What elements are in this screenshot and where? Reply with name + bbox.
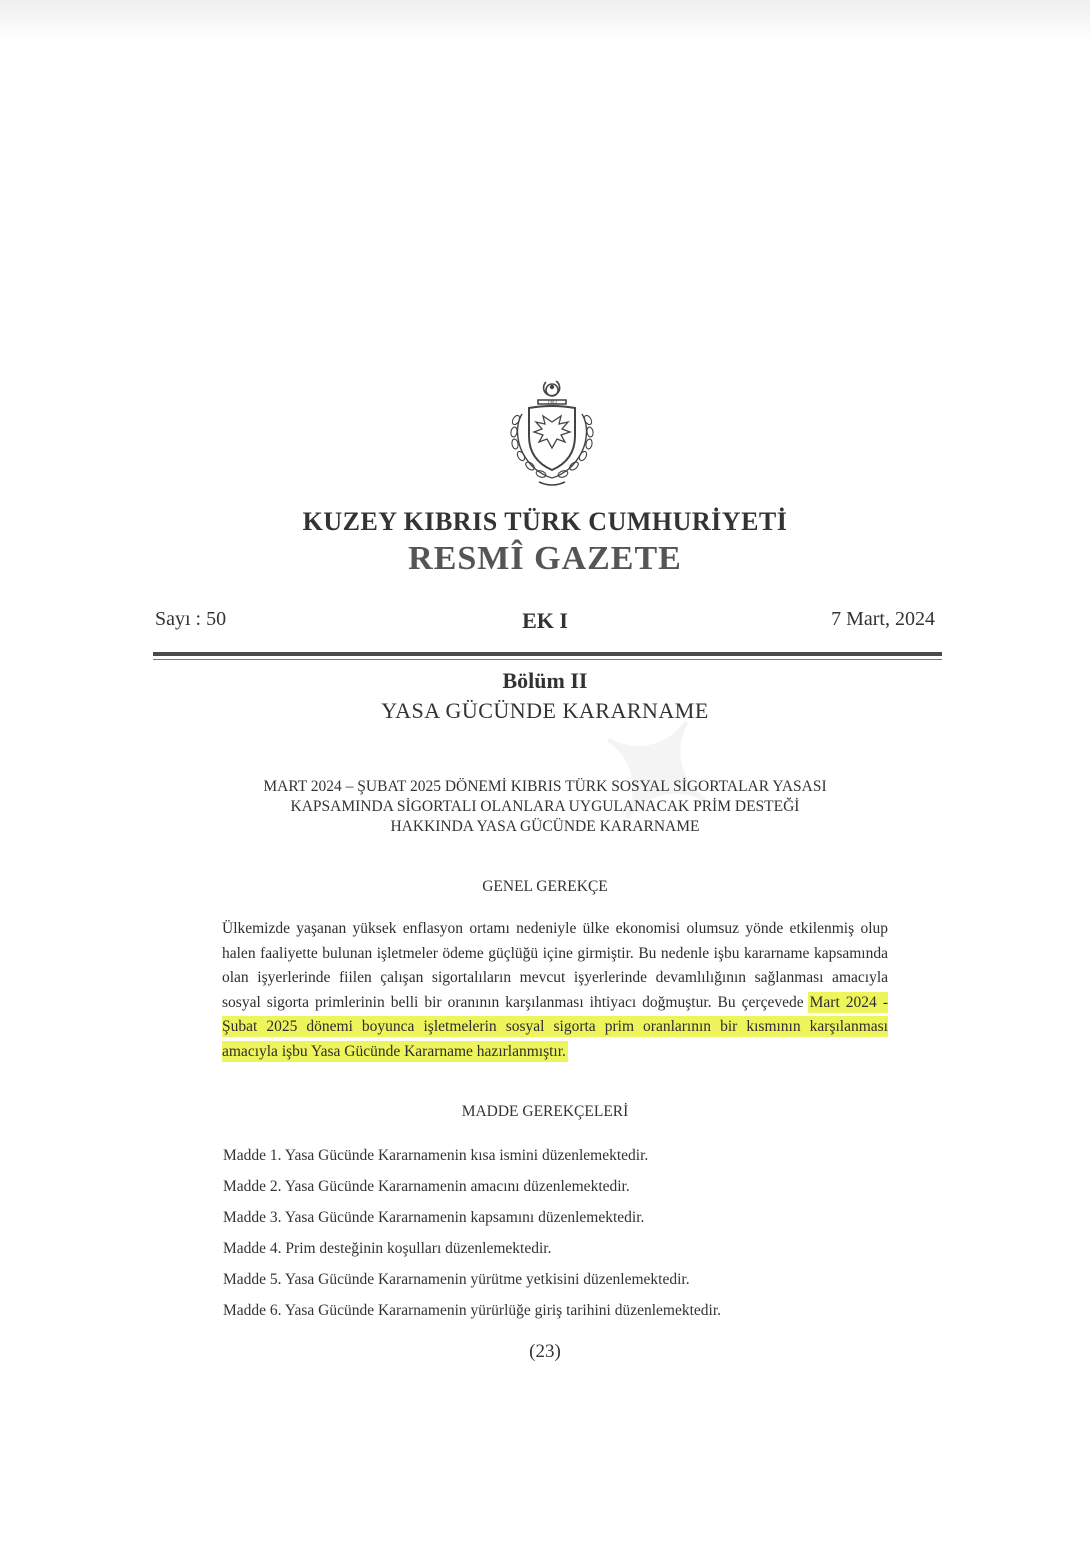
country-name: KUZEY KIBRIS TÜRK CUMHURİYETİ <box>302 507 788 536</box>
issue-number: Sayı : 50 <box>155 608 227 630</box>
issue-date: 7 Mart, 2024 <box>831 608 935 630</box>
paragraph-text: Ülkemizde yaşanan yüksek enflasyon ortamı nedeniyle ülke ekonomisi olumsuz yönde etkilenmiş olup halen faaliyette bulunan işletmeler ödeme güçlüğü içine girmiştir. Bu nedenle işbu kararname kapsamında olan işyerlerinde fiilen çalışan sigortalıların mevcut işyerlerinde devamlılığının sağlanması amacıyla sosyal sigorta primlerinin belli bir oranının karşılanması ihtiyacı doğmuştur. Bu çerçevede <box>222 920 888 1011</box>
general-reason-heading: GENEL GEREKÇE <box>482 878 608 895</box>
section-title: YASA GÜCÜNDE KARARNAME <box>381 698 709 723</box>
gazette-title: RESMÎ GAZETE <box>408 540 682 577</box>
decree-title <box>180 777 910 837</box>
decree-title-line: HAKKINDA YASA GÜCÜNDE KARARNAME <box>390 818 700 835</box>
scan-shadow <box>0 0 1090 40</box>
decree-title-line: MART 2024 – ŞUBAT 2025 DÖNEMİ KIBRIS TÜRK SOSYAL SİGORTALAR YASASI <box>263 778 827 795</box>
header-rule <box>153 652 942 656</box>
list-item: Madde 6. Yasa Gücünde Kararnamenin yürürlüğe giriş tarihini düzenlemektedir. <box>223 1302 722 1319</box>
list-item: Madde 1. Yasa Gücünde Kararnamenin kısa ismini düzenlemektedir. <box>223 1147 649 1164</box>
highlighted-text: Mart 2024 - Şubat 2025 dönemi boyunca işletmelerin sosyal sigorta prim oranlarının bir kısmının karşılanması amacıyla işbu Yasa Gücünde Kararname hazırlanmıştır. <box>222 993 888 1060</box>
header-rule-thin <box>153 659 942 660</box>
emblem-year: 1983 <box>546 399 558 405</box>
list-item: Madde 2. Yasa Gücünde Kararnamenin amacını düzenlemektedir. <box>223 1178 630 1195</box>
annex-label: EK I <box>522 608 568 633</box>
general-reason-paragraph <box>222 917 888 1064</box>
section-number: Bölüm II <box>502 668 588 693</box>
list-item: Madde 4. Prim desteğinin koşulları düzenlemektedir. <box>223 1240 552 1257</box>
list-item: Madde 5. Yasa Gücünde Kararnamenin yürütme yetkisini düzenlemektedir. <box>223 1271 690 1288</box>
page-number: (23) <box>529 1341 561 1362</box>
article-reasons-heading: MADDE GEREKÇELERİ <box>461 1103 629 1120</box>
article-reasons-list <box>223 1144 721 1330</box>
decree-title-line: KAPSAMINDA SİGORTALI OLANLARA UYGULANACAK PRİM DESTEĞİ <box>290 798 800 815</box>
list-item: Madde 3. Yasa Gücünde Kararnamenin kapsamını düzenlemektedir. <box>223 1209 645 1226</box>
state-emblem-icon <box>495 378 609 494</box>
